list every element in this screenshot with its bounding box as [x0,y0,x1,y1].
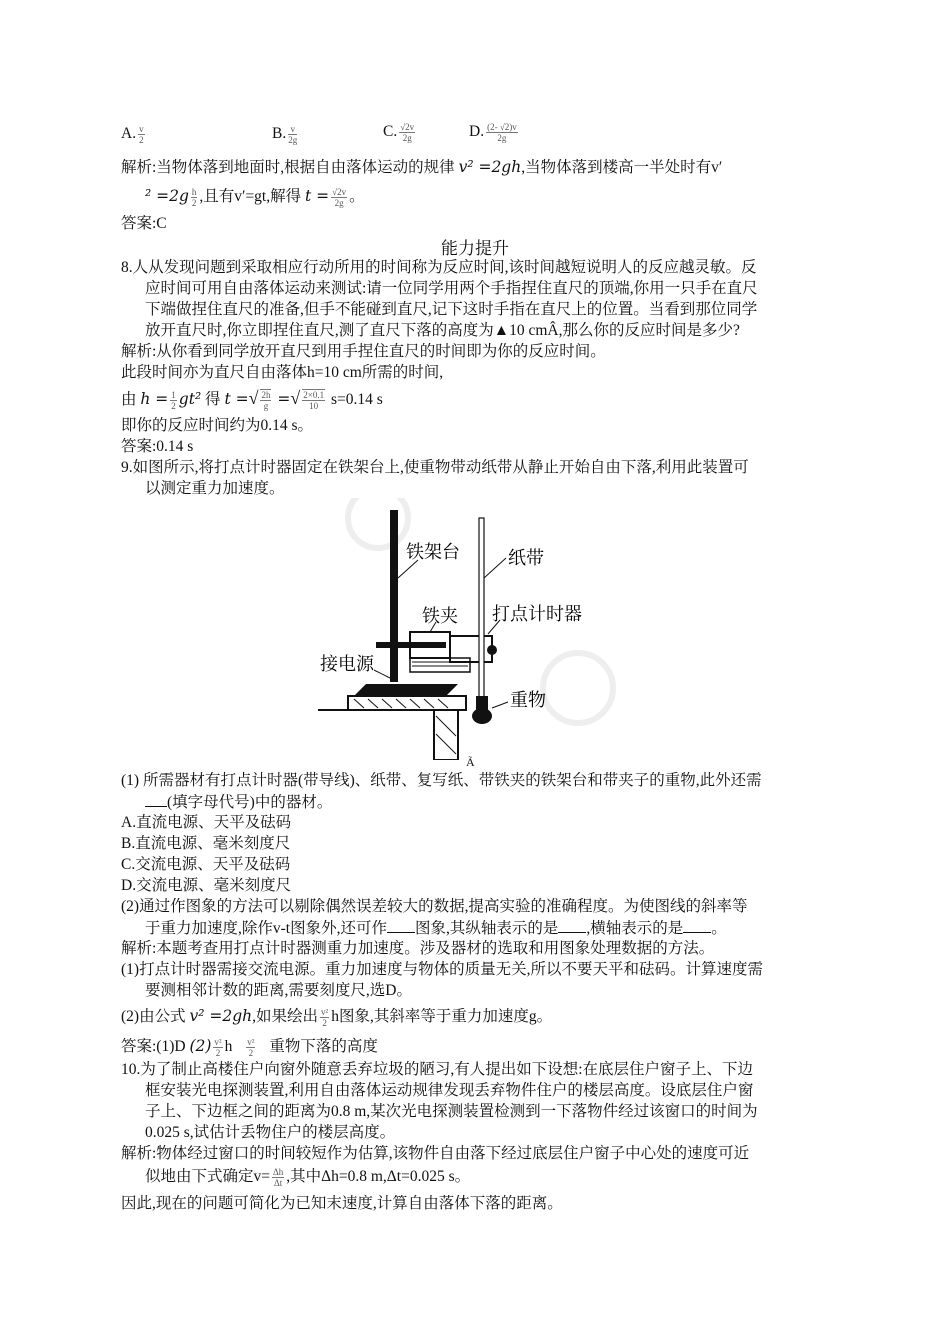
weight [476,696,488,710]
watermark-circle [348,498,408,548]
option-a: A. $\frac{v}{2}$ [121,124,144,145]
apparatus-diagram [318,498,618,760]
q8-analysis-formula: 由 h = $\frac{1}{2}$ gt² 得 t =√ $\frac{2h}{g}$ =√ $\frac{2\times 0.1}{10}$ s=0.14 s [121,388,383,412]
q8-answer: 答案:0.14 s [121,438,194,455]
section-title: 能力提升 [441,239,509,258]
option-b: B. $\frac{v}{2g}$ [272,124,298,145]
q9-option-b: B.直流电源、毫米刻度尺 [121,835,291,852]
label-tape: 纸带 [508,548,544,569]
q9-answer: 答案:(1)D (2) $\frac{\text{v²}}{2}$ h $\frac{\text{v²}}{2}$ 重物下落的高度 [121,1036,378,1058]
option-c: C. $\frac{√2v}{2g}$ [383,122,415,143]
q10-analysis-3: 因此,现在的问题可简化为已知末速度,计算自由落体下落的距离。 [121,1195,563,1212]
q9-analysis-3: 要测相邻计数的距离,需要刻度尺,选D。 [145,982,412,999]
label-timer: 打点计时器 [492,604,582,625]
watermark-circle [543,653,613,723]
option-d: D. $\frac{(2- √2)v}{2g}$ [469,122,517,143]
label-power: 接电源 [320,654,374,675]
q10-analysis-2: 似地由下式确定v= $\frac{\Delta h}{\Delta t}$ ,其中Δh=0.8 m,Δt=0.025 s。 [145,1167,471,1188]
table-top [348,696,466,710]
paper-tape [479,518,484,713]
label-weight: 重物 [510,690,546,711]
q7-analysis-line1: 解析:当物体落到地面时,根据自由落体运动的规律 v² =2gh,当物体落到楼高一半处时有v′ [121,158,723,176]
stand-rod [390,510,398,682]
q8-analysis-4: 即你的反应时间约为0.14 s。 [121,417,314,434]
q9-option-a: A.直流电源、天平及砝码 [121,814,292,831]
q8-line1: 8.人从发现问题到采取相应行动所用的时间称为反应时间,该时间越短说明人的反应越灵敏。反 [121,259,757,276]
q9-line2: 以测定重力加速度。 [145,480,285,497]
q7-answer: 答案:C [121,215,167,232]
label-clamp: 铁夹 [422,606,458,627]
label-stand: 铁架台 [406,542,460,563]
q8-line4: 放开直尺时,你立即捏住直尺,测了直尺下落的高度为▲10 cmÂ,那么你的反应时间是多少? [145,322,740,339]
q8-analysis-2: 此段时间亦为直尺自由落体h=10 cm所需的时间, [121,364,444,381]
q10-line1: 10.为了制止高楼住户向窗外随意丢弃垃圾的陋习,有人提出如下设想:在底层住户窗子上、下边 [121,1061,754,1078]
q9-analysis-2: (1)打点计时器需接交流电源。重力加速度与物体的质量无关,所以不要天平和砝码。计算速度需 [121,961,763,978]
q9-analysis-4: (2)由公式 v² =2gh,如果绘出 $\frac{\text{v²}}{2}$ h图象,其斜率等于重力加速度g。 [121,1006,553,1028]
q9-line1: 9.如图所示,将打点计时器固定在铁架台上,使重物带动纸带从静止开始自由下落,利用此装置可 [121,459,749,476]
q7-analysis-line2: ² =2g $\frac{h}{2}$ ,且有v′=gt,解得 t = $\frac{√2v}{2g}$ 。 [145,186,365,208]
q9-option-c: C.交流电源、天平及砝码 [121,856,291,873]
q9-part1-line2: (填字母代号)中的器材。 [145,792,332,813]
q10-line4: 0.025 s,试估计丢物住户的楼层高度。 [145,1124,396,1141]
figure-mark: Ã [466,755,475,769]
q9-option-d: D.交流电源、毫米刻度尺 [121,877,292,894]
q8-line3: 下端做捏住直尺的准备,但手不能碰到直尺,记下这时手指在直尺上的位置。当看到那位同学 [145,301,758,318]
q10-line2: 框安装光电探测装置,利用自由落体运动规律发现丢弃物件住户的楼层高度。设底层住户窗 [145,1082,754,1099]
q10-analysis-1: 解析:物体经过窗口的时间较短作为估算,该物件自由落下经过底层住户窗子中心处的速度可近 [121,1145,750,1162]
q9-part2-line2: 于重力加速度,除作v-t图象外,还可作 图象,其纵轴表示的是 ,横轴表示的是 。 [145,920,727,937]
q8-analysis-1: 解析:从你看到同学放开直尺到用手捏住直尺的时间即为你的反应时间。 [121,343,606,360]
apparatus-figure [318,498,618,760]
q9-analysis-1: 解析:本题考查用打点计时器测重力加速度。涉及器材的选取和用图象处理数据的方法。 [121,940,715,957]
q9-part2-line1: (2)通过作图象的方法可以剔除偶然误差较大的数据,提高实验的准确程度。为使图线的斜率等 [121,898,748,915]
stand-base [354,684,458,696]
q10-line3: 子上、下边框之间的距离为0.8 m,某次光电探测装置检测到一下落物件经过该窗口的时间为 [145,1103,758,1120]
q9-part1-line1: (1) 所需器材有打点计时器(带导线)、纸带、复写纸、带铁夹的铁架台和带夹子的重物,此外还需 [121,772,762,789]
q8-line2: 应时间可用自由落体运动来测试:请一位同学用两个手指捏住直尺的顶端,你用一只手在直尺 [145,280,758,297]
